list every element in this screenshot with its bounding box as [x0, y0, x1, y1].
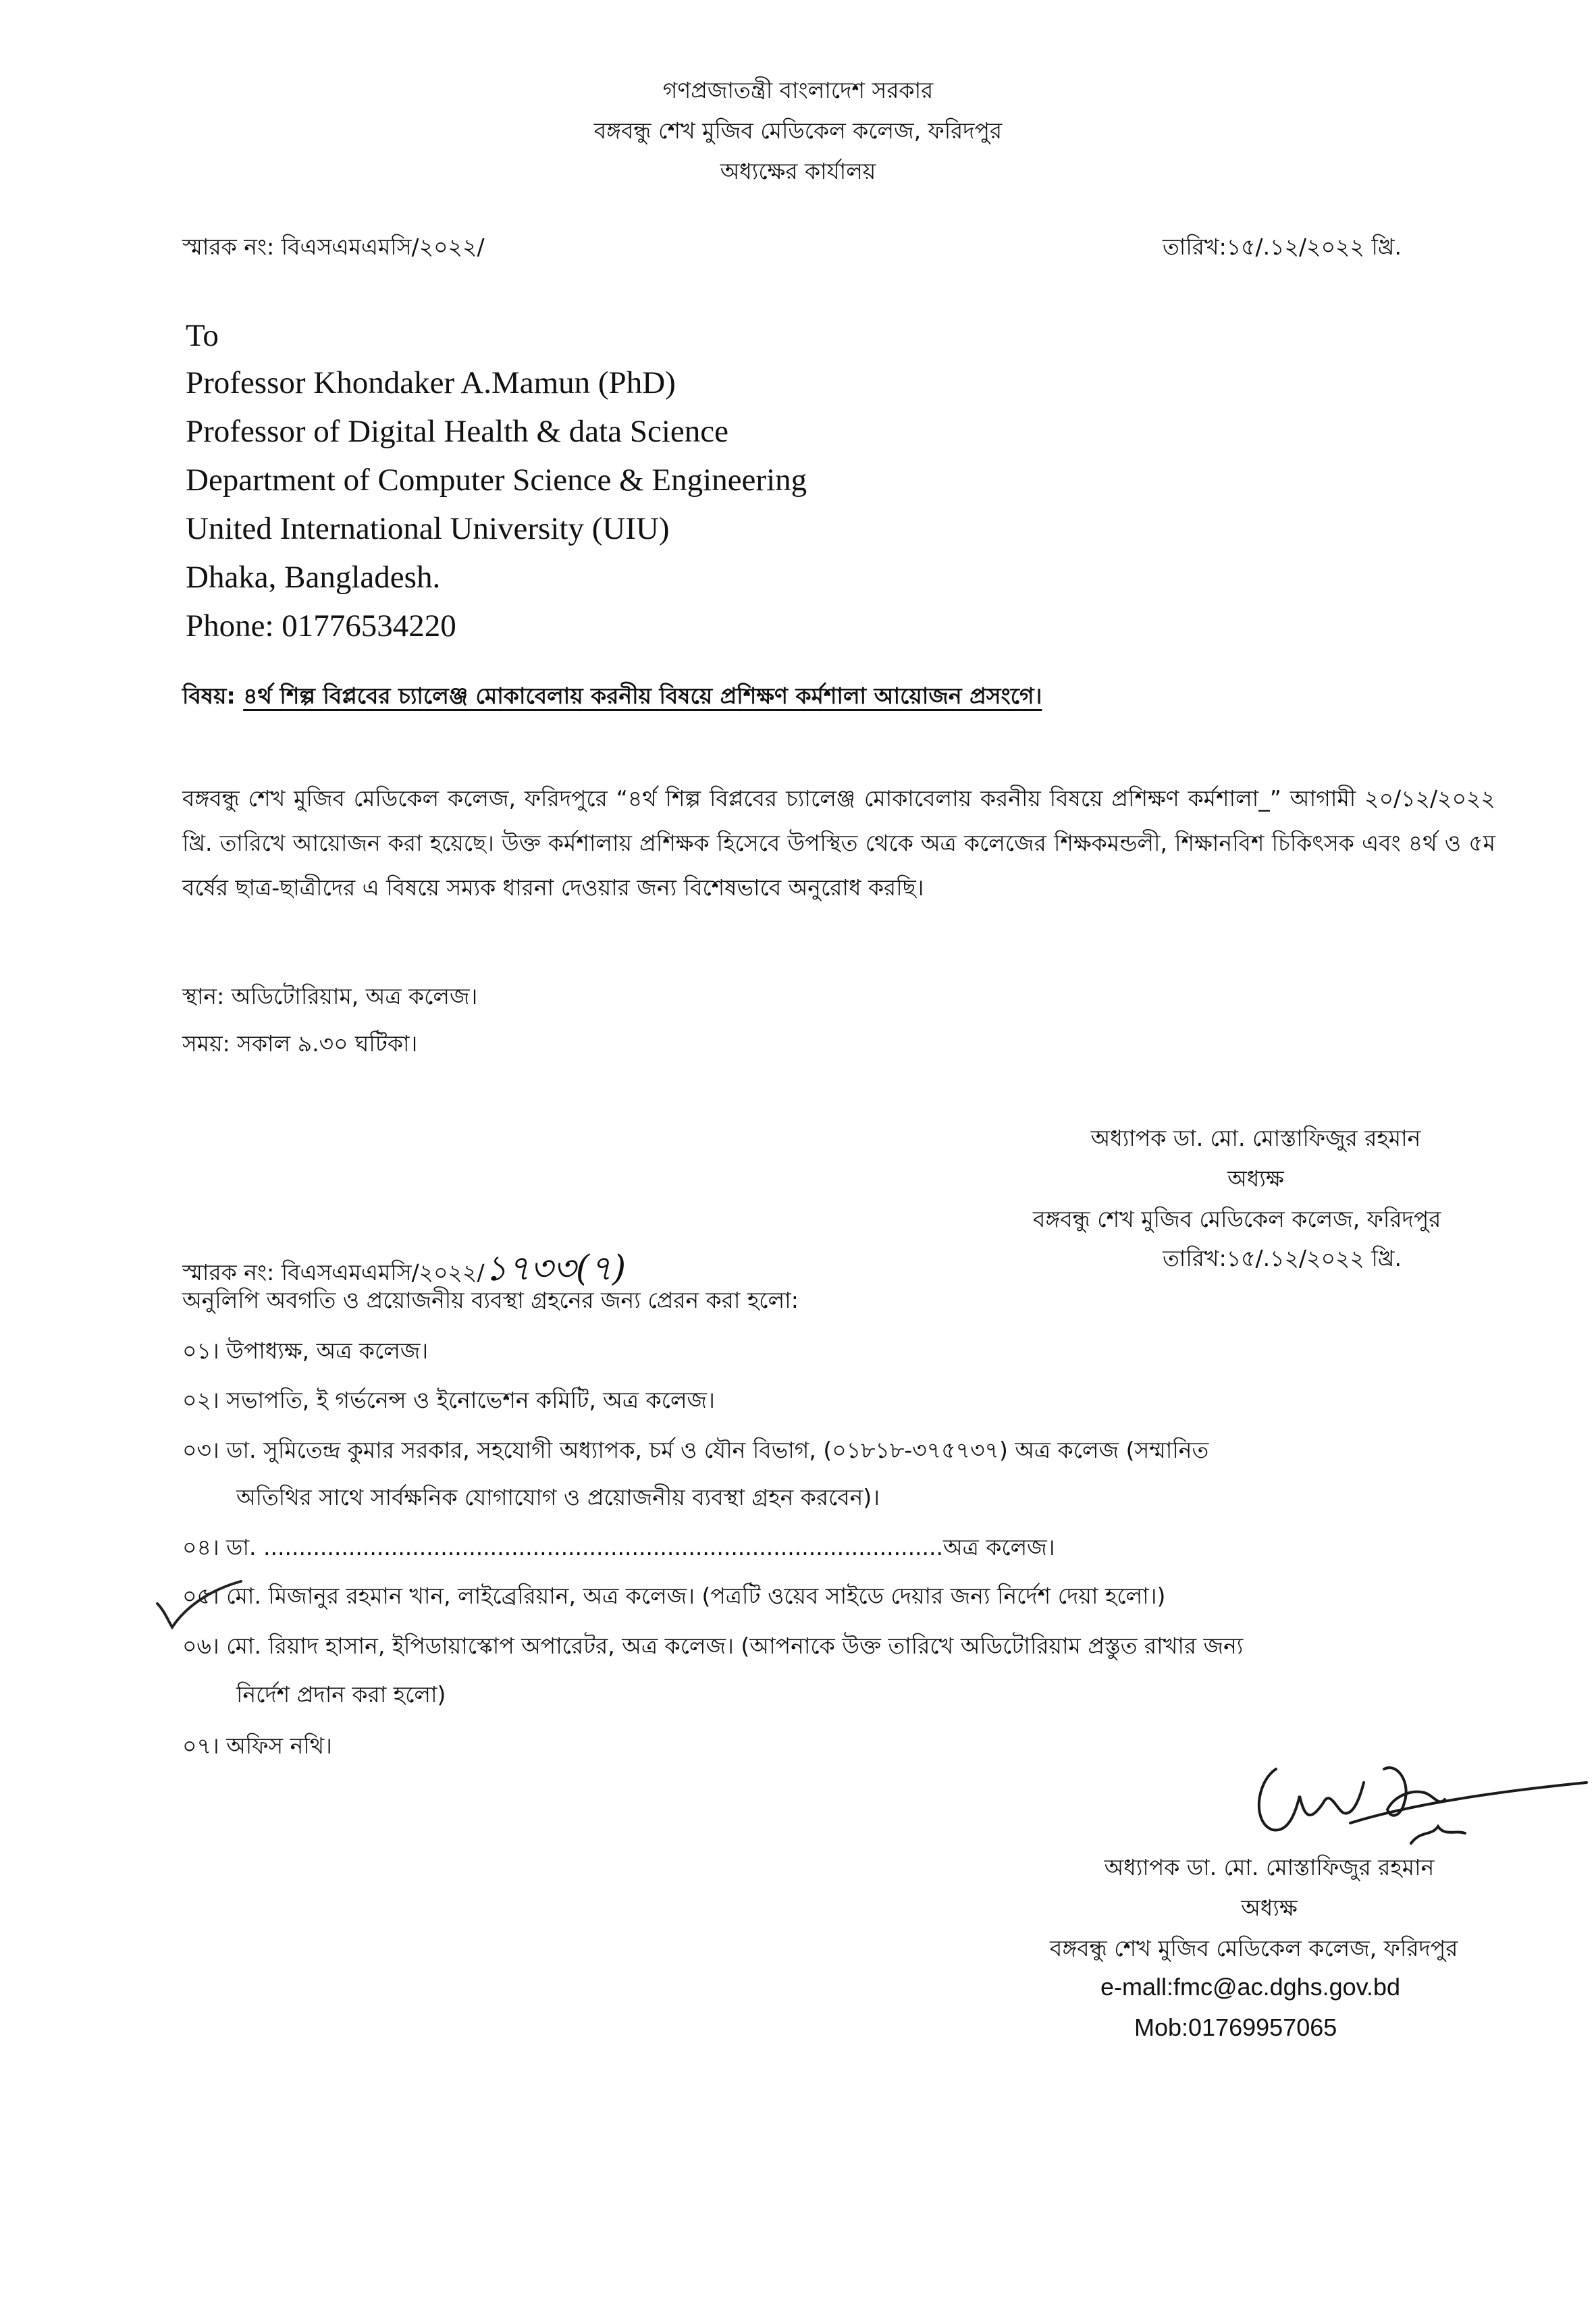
- contact-email: e-mall:fmc@ac.dghs.gov.bd: [1100, 1973, 1401, 2001]
- recipient-line: Department of Computer Science & Engineering: [186, 463, 807, 498]
- copy-item: ০৫। মো. মিজানুর রহমান খান, লাইব্রেরিয়ান, অত্র কলেজ। (পত্রটি ওয়েব সাইডে দেয়ার জন্য নির্দেশ দেয়া হলো।): [182, 1583, 1166, 1609]
- govt-heading: গণপ্রজাতন্ত্রী বাংলাদেশ সরকার: [662, 77, 934, 103]
- copy-item: ০৪। ডা. ................................................................................................অত্র কলেজ।: [182, 1534, 1055, 1560]
- subject-label: বিষয়:: [182, 683, 236, 709]
- recipient-to: To: [186, 318, 219, 353]
- recipient-line: Dhaka, Bangladesh.: [186, 560, 441, 595]
- copy-item: ০৩। ডা. সুমিতেন্দ্র কুমার সরকার, সহযোগী অধ্যাপক, চর্ম ও যৌন বিভাগ, (০১৮১৮-৩৭৫৭৩৭) অত্র কলেজ (সম্মানিত: [182, 1437, 1209, 1463]
- recipient-line: Professor Khondaker A.Mamun (PhD): [186, 365, 676, 400]
- signatory-org: বঙ্গবন্ধু শেখ মুজিব মেডিকেল কলেজ, ফরিদপুর: [1033, 1206, 1441, 1232]
- venue-line: স্থান: অডিটোরিয়াম, অত্র কলেজ।: [182, 983, 478, 1009]
- subject-line: [182, 679, 1042, 716]
- contact-mobile: Mob:01769957065: [1134, 2013, 1337, 2041]
- signatory2-name: অধ্যাপক ডা. মো. মোস্তাফিজুর রহমান: [1104, 1854, 1435, 1880]
- subject-text: ৪র্থ শিল্প বিপ্লবের চ্যালেঞ্জ মোকাবেলায় করনীয় বিষয়ে প্রশিক্ষণ কর্মশালা আয়োজন প্রসংগে।: [243, 683, 1042, 709]
- handwritten-memo-number: ১৭৩৩(৭): [484, 1248, 627, 1289]
- recipient-line: Phone: 01776534220: [186, 608, 456, 643]
- handwritten-tick-mark: [152, 1573, 246, 1634]
- handwritten-signature: [1242, 1742, 1593, 1864]
- recipient-line: United International University (UIU): [186, 511, 670, 546]
- copy-item-continued: অতিথির সাথে সার্বক্ষনিক যোগাযোগ ও প্রয়োজনীয় ব্যবস্থা গ্রহন করবেন)।: [236, 1484, 880, 1510]
- memo-ref: স্মারক নং: বিএসএমএমসি/২০২২/: [182, 234, 485, 260]
- copy-item: ০৬। মো. রিয়াদ হাসান, ইপিডায়াস্কোপ অপারেটর, অত্র কলেজ। (আপনাকে উক্ত তারিখে অডিটোরিয়াম প্রস্তুত রাখার জন্য: [182, 1633, 1244, 1659]
- memo2-ref-text: স্মারক নং: বিএসএমএমসি/২০২২/: [182, 1259, 485, 1286]
- college-heading: বঙ্গবন্ধু শেখ মুজিব মেডিকেল কলেজ, ফরিদপুর: [593, 117, 1003, 144]
- body-paragraph: বঙ্গবন্ধু শেখ মুজিব মেডিকেল কলেজ, ফরিদপুরে “৪র্থ শিল্প বিপ্লবের চ্যালেঞ্জ মোকাবেলায় করনীয় বিষয়ে প্রশিক্ষণ কর্মশালা_” আগামী ২০/১২/২০২২ খ্রি. তারিখে আয়োজন করা হয়েছে। উক্ত কর্মশালায় প্রশিক্ষক হিসেবে উপস্থিত থেকে অত্র কলেজের শিক্ষকমন্ডলী, শিক্ষানবিশ চিকিৎসক এবং ৪র্থ ও ৫ম বর্ষের ছাত্র-ছাত্রীদের এ বিষয়ে সম্যক ধারনা দেওয়ার জন্য বিশেষভাবে অনুরোধ করছি।: [182, 785, 1495, 901]
- signatory-name: অধ্যাপক ডা. মো. মোস্তাফিজুর রহমান: [1090, 1125, 1421, 1151]
- copy-item: ০৭। অফিস নথি।: [182, 1733, 332, 1759]
- copy-intro: অনুলিপি অবগতি ও প্রয়োজনীয় ব্যবস্থা গ্রহনের জন্য প্রেরন করা হলো:: [182, 1287, 799, 1313]
- copy-item: ০১। উপাধ্যক্ষ, অত্র কলেজ।: [182, 1338, 429, 1364]
- copy-item: ০২। সভাপতি, ই গর্ভনেন্স ও ইনোভেশন কমিটি, অত্র কলেজ।: [182, 1387, 715, 1413]
- office-heading: অধ্যক্ষের কার্যালয়: [720, 158, 876, 184]
- time-line: সময়: সকাল ৯.৩০ ঘটিকা।: [182, 1030, 418, 1057]
- memo2-date: তারিখ:১৫/.১২/২০২২ খ্রি.: [1163, 1245, 1402, 1271]
- recipient-line: Professor of Digital Health & data Science: [186, 414, 728, 449]
- signatory2-title: অধ্যক্ষ: [1241, 1895, 1298, 1921]
- signatory-title: অধ্যক্ষ: [1227, 1165, 1284, 1192]
- memo-date: তারিখ:১৫/.১২/২০২২ খ্রি.: [1163, 234, 1402, 260]
- signatory2-org: বঙ্গবন্ধু শেখ মুজিব মেডিকেল কলেজ, ফরিদপুর: [1050, 1935, 1458, 1961]
- copy-item-continued: নির্দেশ প্রদান করা হলো): [236, 1681, 446, 1708]
